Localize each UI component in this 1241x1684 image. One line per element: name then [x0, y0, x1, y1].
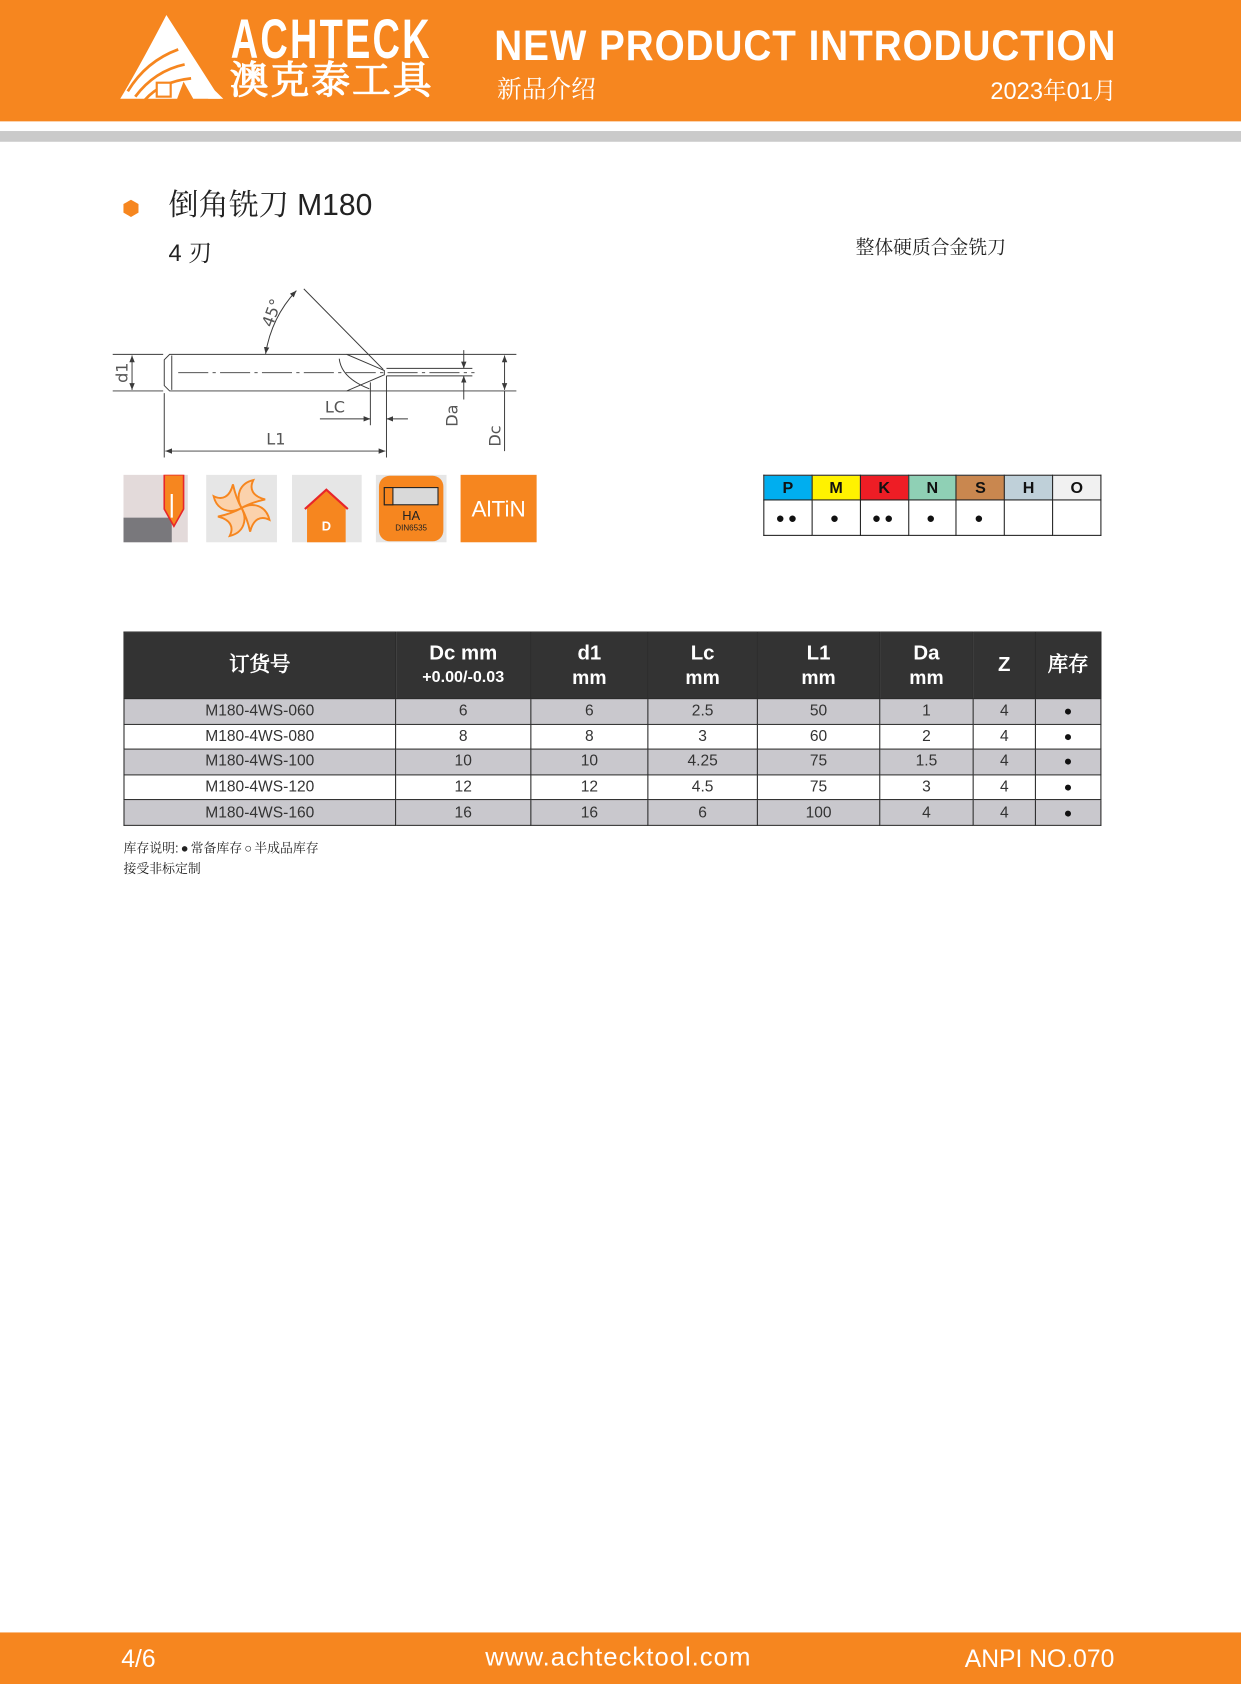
spec-table — [123, 632, 1101, 826]
workpiece-block — [123, 518, 171, 543]
cell-d1: 10 — [531, 749, 648, 774]
cell-da: 1.5 — [880, 749, 973, 774]
shank-ha-icon — [376, 475, 447, 543]
document-number: ANPI NO.070 — [964, 1644, 1115, 1673]
header-date: 2023年01月 — [990, 77, 1117, 105]
cell-da: 3 — [880, 775, 973, 800]
header-z-label: Z — [998, 654, 1011, 677]
table-row — [124, 724, 1101, 749]
header-da-unit: mm — [909, 666, 944, 688]
label-da: Da — [442, 404, 462, 427]
material-m: M — [812, 475, 860, 500]
header-lc-unit: mm — [685, 666, 720, 688]
cell-dc: 6 — [396, 699, 531, 724]
cell-order-no: M180-4WS-160 — [124, 800, 396, 825]
cell-order-no: M180-4WS-060 — [124, 699, 396, 724]
cell-order-no: M180-4WS-100 — [124, 749, 396, 774]
cell-l1: 75 — [757, 749, 879, 774]
stock-text-semi: 半成品库存 — [254, 840, 319, 856]
label-lc: LC — [324, 397, 346, 417]
cell-z: 4 — [973, 749, 1035, 774]
cell-z: 4 — [973, 775, 1035, 800]
material-n: N — [908, 475, 956, 500]
cell-dc: 12 — [396, 775, 531, 800]
material-n-rating: ● — [908, 500, 956, 535]
stock-symbol-regular: ● — [180, 840, 189, 856]
material-s-rating: ● — [956, 500, 1004, 535]
cell-l1: 75 — [757, 775, 879, 800]
brand-name-en: ACHTECK — [230, 8, 432, 71]
header-dc-label: Dc mm — [429, 642, 498, 665]
cell-l1: 60 — [757, 724, 879, 749]
material-m-rating: ● — [812, 500, 860, 535]
custom-order-note: 接受非标定制 — [123, 861, 201, 877]
cell-d1: 8 — [531, 724, 648, 749]
technical-drawing — [107, 281, 526, 461]
cell-lc: 3 — [648, 724, 758, 749]
four-flute-icon — [206, 475, 277, 543]
header-l1-label: L1 — [806, 641, 831, 665]
cell-d1: 6 — [531, 699, 648, 724]
cell-l1: 50 — [757, 699, 879, 724]
product-flutes: 4 刃 — [168, 239, 212, 267]
header-d1 — [531, 632, 648, 699]
header-z — [973, 632, 1035, 699]
cell-da: 1 — [880, 699, 973, 724]
material-k-rating: ●● — [860, 500, 908, 535]
cell-l1: 100 — [757, 800, 879, 825]
website-link[interactable]: www.achtecktool.com — [485, 1643, 752, 1673]
material-rating-row — [764, 500, 1101, 535]
label-l1: L1 — [266, 429, 286, 449]
header-l1 — [757, 632, 879, 699]
cell-dc: 10 — [396, 749, 531, 774]
shank-standard-label: DIN6535 — [395, 523, 428, 533]
shank-ha-label: HA — [402, 507, 421, 523]
header-lc-label: Lc — [690, 641, 715, 665]
cell-stock: ● — [1035, 800, 1100, 825]
cell-order-no: M180-4WS-120 — [124, 775, 396, 800]
coating-icon — [461, 475, 537, 543]
cell-stock: ● — [1035, 724, 1100, 749]
header-stock-label: 库存 — [1047, 654, 1089, 677]
header-stock — [1035, 632, 1100, 699]
table-row — [124, 699, 1101, 724]
stock-text-regular: 常备库存 — [190, 840, 243, 856]
cell-order-no: M180-4WS-080 — [124, 724, 396, 749]
table-row — [124, 749, 1101, 774]
angle-line — [304, 289, 383, 370]
cell-z: 4 — [973, 724, 1035, 749]
brand-name-cn: 澳克泰工具 — [229, 57, 434, 103]
header-d1-label: d1 — [577, 641, 602, 665]
cell-lc: 6 — [648, 800, 758, 825]
material-p-rating: ●● — [764, 500, 812, 535]
header-d1-unit: mm — [572, 666, 607, 688]
cell-z: 4 — [973, 699, 1035, 724]
header-title: NEW PRODUCT INTRODUCTION — [494, 22, 1117, 70]
header-dc — [396, 632, 531, 699]
stock-symbol-semi: ○ — [244, 840, 253, 856]
logo-cube — [157, 83, 171, 97]
spec-header-row — [124, 632, 1101, 699]
material-h: H — [1005, 475, 1053, 500]
label-dc: Dc — [485, 425, 505, 447]
table-row — [124, 775, 1101, 800]
header-lc — [648, 632, 758, 699]
cell-d1: 12 — [531, 775, 648, 800]
cell-da: 2 — [880, 724, 973, 749]
cell-d1: 16 — [531, 800, 648, 825]
material-s: S — [956, 475, 1004, 500]
label-angle: 45° — [258, 296, 286, 330]
material-header-row — [764, 475, 1101, 500]
cell-dc: 8 — [396, 724, 531, 749]
product-material-type: 整体硬质合金铣刀 — [855, 236, 1006, 258]
header-divider — [0, 131, 1241, 142]
shank-end — [384, 488, 393, 505]
chamfer-icon — [123, 475, 187, 543]
hexagon-bullet-icon — [121, 199, 140, 218]
shank-d-label: D — [321, 518, 332, 534]
page-number: 4/6 — [121, 1644, 156, 1673]
shank-d-icon — [292, 475, 362, 543]
material-table — [763, 475, 1101, 536]
cell-lc: 4.25 — [648, 749, 758, 774]
header-da-label: Da — [913, 641, 940, 665]
header-l1-unit: mm — [801, 666, 836, 688]
cell-stock: ● — [1035, 775, 1100, 800]
header-order-no — [124, 632, 396, 699]
header-dc-tolerance: +0.00/-0.03 — [422, 668, 505, 687]
logo-mark-icon — [116, 11, 230, 106]
label-d1: d1 — [112, 362, 132, 383]
coating-label: AlTiN — [471, 496, 526, 522]
cell-lc: 4.5 — [648, 775, 758, 800]
stock-legend-label: 库存说明: — [123, 840, 179, 856]
cell-stock: ● — [1035, 699, 1100, 724]
material-o-rating — [1053, 500, 1101, 535]
flute-edge — [339, 359, 369, 389]
product-title: 倒角铣刀 M180 — [168, 187, 373, 222]
material-p: P — [764, 475, 812, 500]
material-o: O — [1053, 475, 1101, 500]
cell-z: 4 — [973, 800, 1035, 825]
material-h-rating — [1005, 500, 1053, 535]
cell-stock: ● — [1035, 749, 1100, 774]
stock-legend — [123, 841, 320, 856]
header-da — [880, 632, 973, 699]
header-order-no-label: 订货号 — [229, 654, 291, 677]
table-row — [124, 800, 1101, 825]
header-subtitle: 新品介绍 — [497, 75, 596, 104]
cell-da: 4 — [880, 800, 973, 825]
cell-lc: 2.5 — [648, 699, 758, 724]
cell-dc: 16 — [396, 800, 531, 825]
material-k: K — [860, 475, 908, 500]
